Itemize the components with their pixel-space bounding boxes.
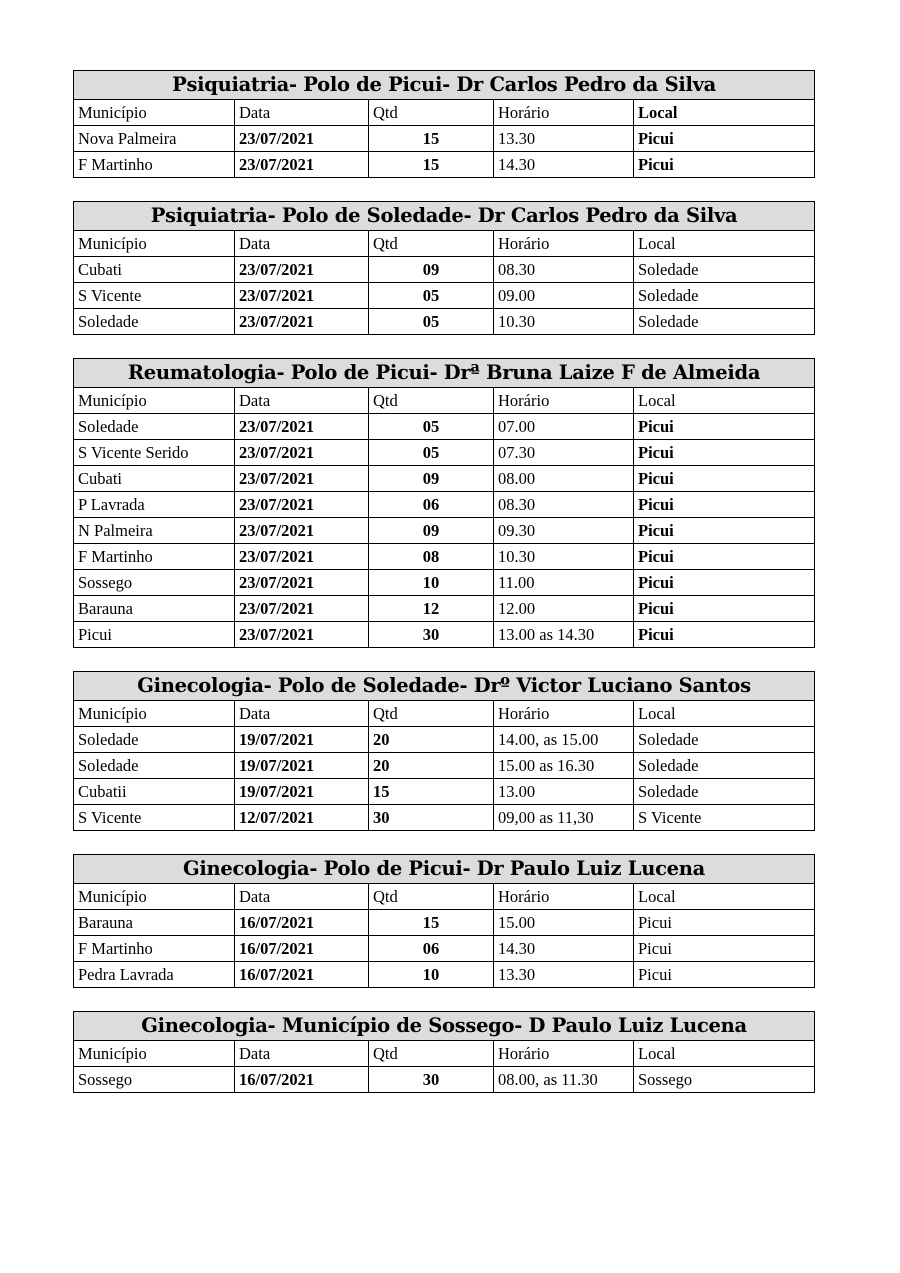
cell-horario: 13.30	[494, 962, 634, 988]
cell-municipio: Sossego	[74, 570, 235, 596]
cell-local: Soledade	[634, 309, 815, 335]
cell-municipio: P Lavrada	[74, 492, 235, 518]
column-header-local: Local	[634, 388, 815, 414]
cell-qtd: 09	[369, 257, 494, 283]
column-header-horario: Horário	[494, 884, 634, 910]
cell-horario: 15.00	[494, 910, 634, 936]
schedule-table	[73, 70, 815, 178]
cell-qtd: 30	[369, 1067, 494, 1093]
header-row	[74, 231, 815, 257]
column-header-qtd: Qtd	[369, 1041, 494, 1067]
cell-horario: 13.00 as 14.30	[494, 622, 634, 648]
cell-horario: 14.30	[494, 936, 634, 962]
cell-horario: 10.30	[494, 309, 634, 335]
cell-horario: 12.00	[494, 596, 634, 622]
cell-horario: 08.30	[494, 492, 634, 518]
cell-municipio: Cubatii	[74, 779, 235, 805]
table-row	[74, 440, 815, 466]
cell-local: Picui	[634, 622, 815, 648]
cell-data: 23/07/2021	[235, 622, 369, 648]
header-row	[74, 884, 815, 910]
cell-local: Picui	[634, 544, 815, 570]
cell-qtd: 30	[369, 805, 494, 831]
cell-local: Picui	[634, 152, 815, 178]
cell-data: 23/07/2021	[235, 283, 369, 309]
cell-municipio: Cubati	[74, 257, 235, 283]
cell-local: Soledade	[634, 753, 815, 779]
header-row	[74, 388, 815, 414]
column-header-data: Data	[235, 701, 369, 727]
cell-qtd: 15	[369, 126, 494, 152]
cell-qtd: 15	[369, 152, 494, 178]
cell-data: 16/07/2021	[235, 962, 369, 988]
column-header-qtd: Qtd	[369, 388, 494, 414]
cell-municipio: Soledade	[74, 309, 235, 335]
table-row	[74, 309, 815, 335]
cell-horario: 10.30	[494, 544, 634, 570]
cell-local: Soledade	[634, 257, 815, 283]
cell-horario: 09.30	[494, 518, 634, 544]
cell-horario: 15.00 as 16.30	[494, 753, 634, 779]
cell-horario: 08.00	[494, 466, 634, 492]
cell-horario: 11.00	[494, 570, 634, 596]
column-header-municipio: Município	[74, 701, 235, 727]
cell-local: Picui	[634, 492, 815, 518]
column-header-municipio: Município	[74, 100, 235, 126]
cell-municipio: F Martinho	[74, 936, 235, 962]
cell-municipio: Soledade	[74, 727, 235, 753]
cell-data: 19/07/2021	[235, 727, 369, 753]
cell-data: 16/07/2021	[235, 910, 369, 936]
cell-municipio: Nova Palmeira	[74, 126, 235, 152]
cell-data: 23/07/2021	[235, 440, 369, 466]
schedule-table	[73, 201, 815, 335]
cell-data: 23/07/2021	[235, 466, 369, 492]
cell-municipio: F Martinho	[74, 544, 235, 570]
cell-municipio: S Vicente	[74, 283, 235, 309]
table-row	[74, 596, 815, 622]
cell-horario: 14.30	[494, 152, 634, 178]
cell-local: Picui	[634, 936, 815, 962]
table-row	[74, 466, 815, 492]
cell-qtd: 09	[369, 518, 494, 544]
schedule-table	[73, 854, 815, 988]
cell-qtd: 08	[369, 544, 494, 570]
cell-municipio: F Martinho	[74, 152, 235, 178]
column-header-municipio: Município	[74, 1041, 235, 1067]
cell-local: Picui	[634, 570, 815, 596]
cell-qtd: 10	[369, 570, 494, 596]
column-header-horario: Horário	[494, 388, 634, 414]
cell-horario: 07.30	[494, 440, 634, 466]
cell-local: Picui	[634, 440, 815, 466]
cell-data: 23/07/2021	[235, 518, 369, 544]
cell-qtd: 06	[369, 936, 494, 962]
table-row	[74, 622, 815, 648]
cell-local: Sossego	[634, 1067, 815, 1093]
table-row	[74, 283, 815, 309]
schedule-table	[73, 671, 815, 831]
cell-local: Picui	[634, 126, 815, 152]
cell-qtd: 05	[369, 414, 494, 440]
cell-municipio: S Vicente Serido	[74, 440, 235, 466]
cell-data: 23/07/2021	[235, 257, 369, 283]
header-row	[74, 701, 815, 727]
cell-qtd: 15	[369, 779, 494, 805]
cell-data: 19/07/2021	[235, 779, 369, 805]
cell-qtd: 15	[369, 910, 494, 936]
cell-horario: 07.00	[494, 414, 634, 440]
schedule-table	[73, 358, 815, 648]
table-row	[74, 962, 815, 988]
cell-municipio: Soledade	[74, 414, 235, 440]
table-row	[74, 414, 815, 440]
cell-horario: 09,00 as 11,30	[494, 805, 634, 831]
table-title: Ginecologia- Polo de Picui- Dr Paulo Luiz Lucena	[74, 855, 815, 884]
column-header-local: Local	[634, 231, 815, 257]
column-header-local: Local	[634, 701, 815, 727]
cell-qtd: 12	[369, 596, 494, 622]
cell-qtd: 05	[369, 283, 494, 309]
cell-data: 23/07/2021	[235, 492, 369, 518]
table-row	[74, 805, 815, 831]
table-row	[74, 257, 815, 283]
cell-local: Picui	[634, 414, 815, 440]
cell-local: Soledade	[634, 283, 815, 309]
column-header-horario: Horário	[494, 100, 634, 126]
cell-local: Picui	[634, 596, 815, 622]
cell-municipio: Barauna	[74, 910, 235, 936]
cell-data: 19/07/2021	[235, 753, 369, 779]
table-row	[74, 126, 815, 152]
column-header-horario: Horário	[494, 231, 634, 257]
cell-qtd: 10	[369, 962, 494, 988]
header-row	[74, 100, 815, 126]
cell-qtd: 20	[369, 753, 494, 779]
column-header-data: Data	[235, 231, 369, 257]
cell-municipio: S Vicente	[74, 805, 235, 831]
cell-qtd: 30	[369, 622, 494, 648]
cell-municipio: Cubati	[74, 466, 235, 492]
column-header-qtd: Qtd	[369, 231, 494, 257]
cell-local: Soledade	[634, 727, 815, 753]
cell-local: Picui	[634, 466, 815, 492]
cell-municipio: Picui	[74, 622, 235, 648]
cell-data: 23/07/2021	[235, 152, 369, 178]
table-row	[74, 570, 815, 596]
table-row	[74, 753, 815, 779]
cell-municipio: N Palmeira	[74, 518, 235, 544]
column-header-qtd: Qtd	[369, 701, 494, 727]
cell-horario: 09.00	[494, 283, 634, 309]
table-title: Reumatologia- Polo de Picui- Drª Bruna Laize F de Almeida	[74, 359, 815, 388]
table-row	[74, 492, 815, 518]
cell-data: 23/07/2021	[235, 570, 369, 596]
table-title: Psiquiatria- Polo de Picui- Dr Carlos Pedro da Silva	[74, 71, 815, 100]
column-header-data: Data	[235, 100, 369, 126]
column-header-local: Local	[634, 884, 815, 910]
column-header-municipio: Município	[74, 884, 235, 910]
cell-local: S Vicente	[634, 805, 815, 831]
column-header-municipio: Município	[74, 388, 235, 414]
table-row	[74, 1067, 815, 1093]
cell-horario: 13.30	[494, 126, 634, 152]
table-title: Ginecologia- Município de Sossego- D Paulo Luiz Lucena	[74, 1012, 815, 1041]
column-header-local: Local	[634, 100, 815, 126]
cell-local: Soledade	[634, 779, 815, 805]
schedule-document	[73, 70, 814, 1116]
table-title: Psiquiatria- Polo de Soledade- Dr Carlos Pedro da Silva	[74, 202, 815, 231]
cell-data: 16/07/2021	[235, 1067, 369, 1093]
cell-data: 23/07/2021	[235, 596, 369, 622]
cell-data: 23/07/2021	[235, 309, 369, 335]
cell-horario: 08.00, as 11.30	[494, 1067, 634, 1093]
table-row	[74, 152, 815, 178]
cell-data: 23/07/2021	[235, 126, 369, 152]
column-header-municipio: Município	[74, 231, 235, 257]
table-row	[74, 727, 815, 753]
cell-qtd: 05	[369, 440, 494, 466]
cell-data: 12/07/2021	[235, 805, 369, 831]
cell-municipio: Sossego	[74, 1067, 235, 1093]
cell-municipio: Pedra Lavrada	[74, 962, 235, 988]
table-row	[74, 779, 815, 805]
cell-local: Picui	[634, 910, 815, 936]
cell-horario: 14.00, as 15.00	[494, 727, 634, 753]
cell-municipio: Soledade	[74, 753, 235, 779]
cell-horario: 08.30	[494, 257, 634, 283]
table-row	[74, 518, 815, 544]
cell-local: Picui	[634, 518, 815, 544]
cell-qtd: 20	[369, 727, 494, 753]
column-header-horario: Horário	[494, 1041, 634, 1067]
column-header-horario: Horário	[494, 701, 634, 727]
column-header-qtd: Qtd	[369, 884, 494, 910]
table-title: Ginecologia- Polo de Soledade- Drº Victor Luciano Santos	[74, 672, 815, 701]
cell-horario: 13.00	[494, 779, 634, 805]
column-header-qtd: Qtd	[369, 100, 494, 126]
cell-qtd: 06	[369, 492, 494, 518]
column-header-data: Data	[235, 1041, 369, 1067]
cell-local: Picui	[634, 962, 815, 988]
cell-qtd: 09	[369, 466, 494, 492]
header-row	[74, 1041, 815, 1067]
cell-municipio: Barauna	[74, 596, 235, 622]
table-row	[74, 910, 815, 936]
table-row	[74, 544, 815, 570]
cell-data: 16/07/2021	[235, 936, 369, 962]
schedule-table	[73, 1011, 815, 1093]
cell-data: 23/07/2021	[235, 414, 369, 440]
cell-qtd: 05	[369, 309, 494, 335]
column-header-local: Local	[634, 1041, 815, 1067]
cell-data: 23/07/2021	[235, 544, 369, 570]
column-header-data: Data	[235, 884, 369, 910]
table-row	[74, 936, 815, 962]
column-header-data: Data	[235, 388, 369, 414]
